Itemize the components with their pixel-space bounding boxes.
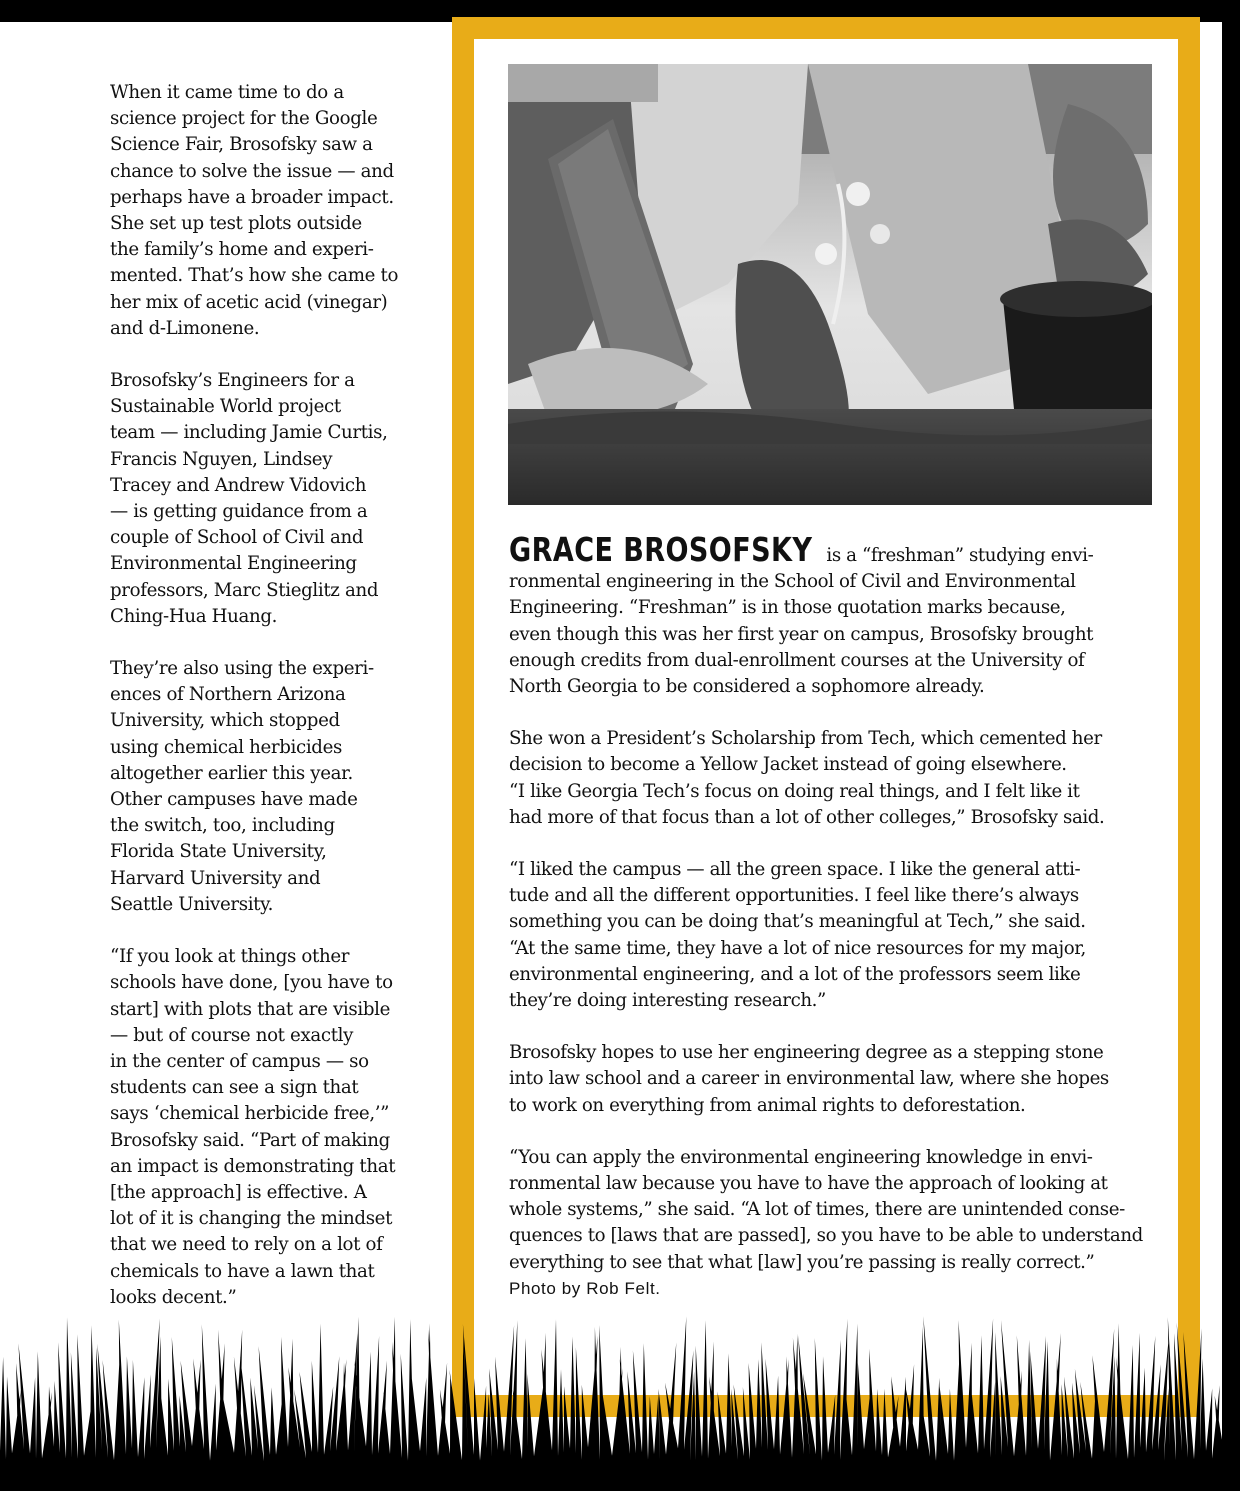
sidebar-paragraph-1: She won a President’s Scholarship from Tech, which cemented her decision to become a Yellow Jacket instead of going elsewhere. “I like Georgia Tech’s focus on doing real things, and I felt like it had more of that focus than a lot of other colleges,” Brosofsky said. — [509, 728, 1105, 828]
left-paragraph-4: “If you look at things other schools have done, [you have to start] with plots that are visible — but of course not exactly in the center of campus — so students can see a sign that says ‘chemical herbicide free,’” Brosofsky said. “Part of making an impact is demonstrating that [the approach] is effective. A lot of it is changing the mindset that we need to rely on a lot of chemicals to have a lawn that looks decent.” — [110, 946, 396, 1308]
planting-photo — [508, 64, 1152, 505]
left-paragraph-2: Brosofsky’s Engineers for a Sustainable World project team — including Jamie Curtis, Francis Nguyen, Lindsey Tracey and Andrew Vidovich — is getting guidance from a couple of School of Civil and Environmental Engineering professors, Marc Stieglitz and Ching-Hua Huang. — [110, 370, 388, 627]
sidebar-lead-paragraph — [509, 530, 1159, 700]
left-paragraph-1: When it came time to do a science project for the Google Science Fair, Brosofsky saw a chance to solve the issue — and perhaps have a broader impact. She set up test plots outside the family’s home and experi- mented. That’s how she came to her mix of acetic acid (vinegar) and d-Limonene. — [110, 82, 399, 339]
photo-credit: Photo by Rob Felt. — [509, 1278, 661, 1298]
sidebar-paragraph-4: “You can apply the environmental engineering knowledge in envi- ronmental law because you have to have the approach of looking at whole systems,” she said. “A lot of times, there are unintended conse- quences to [laws that are passed], so you have to be able to understand everything to see that what [law] you’re passing is really correct.” — [509, 1146, 1143, 1273]
left-article-column — [110, 80, 430, 1337]
left-paragraph-3: They’re also using the experi- ences of Northern Arizona University, which stopped using chemical herbicides altogether earlier this year. Other campuses have made the switch, too, including Florida State University, Harvard University and Seattle University. — [110, 658, 374, 915]
planting-photo-illustration — [508, 64, 1152, 505]
grass-silhouette-decoration — [0, 1311, 1240, 1491]
profile-name-heading: GRACE BROSOFSKY — [509, 530, 813, 569]
sidebar-lead-text: is a “freshman” studying envi- ronmental engineering in the School of Civil and Environmental Engineering. “Freshman” is in those quotation marks because, even though this was her first year on campus, Brosofsky brought enough credits from dual-enrollment courses at the University of North Georgia to be considered a sophomore already. — [509, 545, 1094, 698]
sidebar-paragraph-3: Brosofsky hopes to use her engineering degree as a stepping stone into law school and a career in environmental law, where she hopes to work on everything from animal rights to deforestation. — [509, 1042, 1109, 1116]
sidebar-text — [509, 530, 1159, 1302]
sidebar-paragraph-2: “I liked the campus — all the green space. I like the general atti- tude and all the different opportunities. I feel like there’s always something you can be doing that’s meaningful at Tech,” she said. “At the same time, they have a lot of nice resources for my major, environmental engineering, and a lot of the professors seem like they’re doing interesting research.” — [509, 859, 1086, 1012]
